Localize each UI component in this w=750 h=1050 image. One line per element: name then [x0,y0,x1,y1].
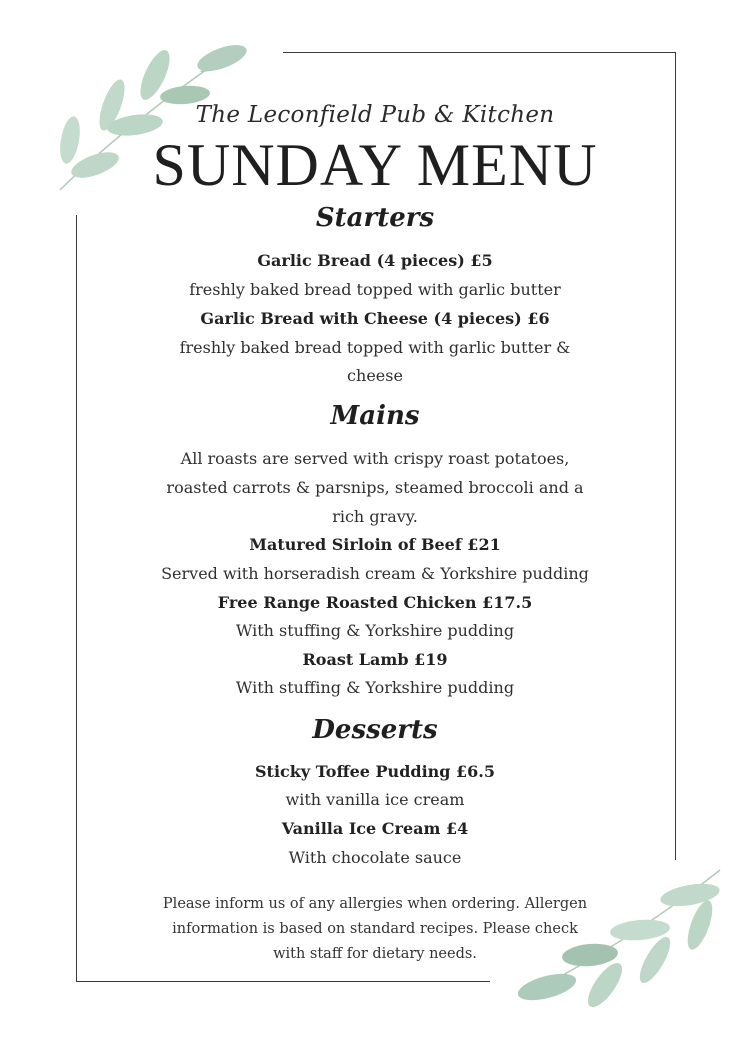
menu-item-name: Matured Sirloin of Beef £21 [249,535,501,554]
frame-border-bottom [76,981,490,982]
allergen-note: with staff for dietary needs. [273,946,477,962]
frame-border-top [283,52,676,53]
menu-item-description: freshly baked bread topped with garlic butter & [179,338,571,357]
mains-intro: rich gravy. [332,507,418,526]
menu-item-name: Garlic Bread with Cheese (4 pieces) £6 [200,309,550,328]
desserts-heading: Desserts [312,715,438,745]
menu-item-description: cheese [347,366,403,385]
mains-intro: roasted carrots & parsnips, steamed broccoli and a [166,478,584,497]
menu-item-name: Sticky Toffee Pudding £6.5 [255,762,495,781]
menu-item-description: Served with horseradish cream & Yorkshire pudding [161,564,589,583]
leaf-branch-icon [515,865,730,1015]
menu-item-name: Vanilla Ice Cream £4 [281,819,469,838]
allergen-note: Please inform us of any allergies when ordering. Allergen [162,896,588,912]
starters-heading: Starters [315,203,435,233]
menu-item-name: Free Range Roasted Chicken £17.5 [217,593,533,612]
menu-item-description: freshly baked bread topped with garlic butter [189,280,561,299]
menu-title: SUNDAY MENU [152,132,598,198]
menu-item-description: With stuffing & Yorkshire pudding [235,678,515,697]
allergen-note: information is based on standard recipes. Please check [172,921,578,937]
menu-item-name: Roast Lamb £19 [302,650,448,669]
mains-intro: All roasts are served with crispy roast potatoes, [180,449,570,468]
menu-item-description: With stuffing & Yorkshire pudding [235,621,515,640]
restaurant-name: The Leconfield Pub & Kitchen [195,102,555,128]
menu-item-description: With chocolate sauce [288,848,462,867]
menu-item-name: Garlic Bread (4 pieces) £5 [257,251,493,270]
mains-heading: Mains [330,401,420,431]
menu-item-description: with vanilla ice cream [285,790,465,809]
